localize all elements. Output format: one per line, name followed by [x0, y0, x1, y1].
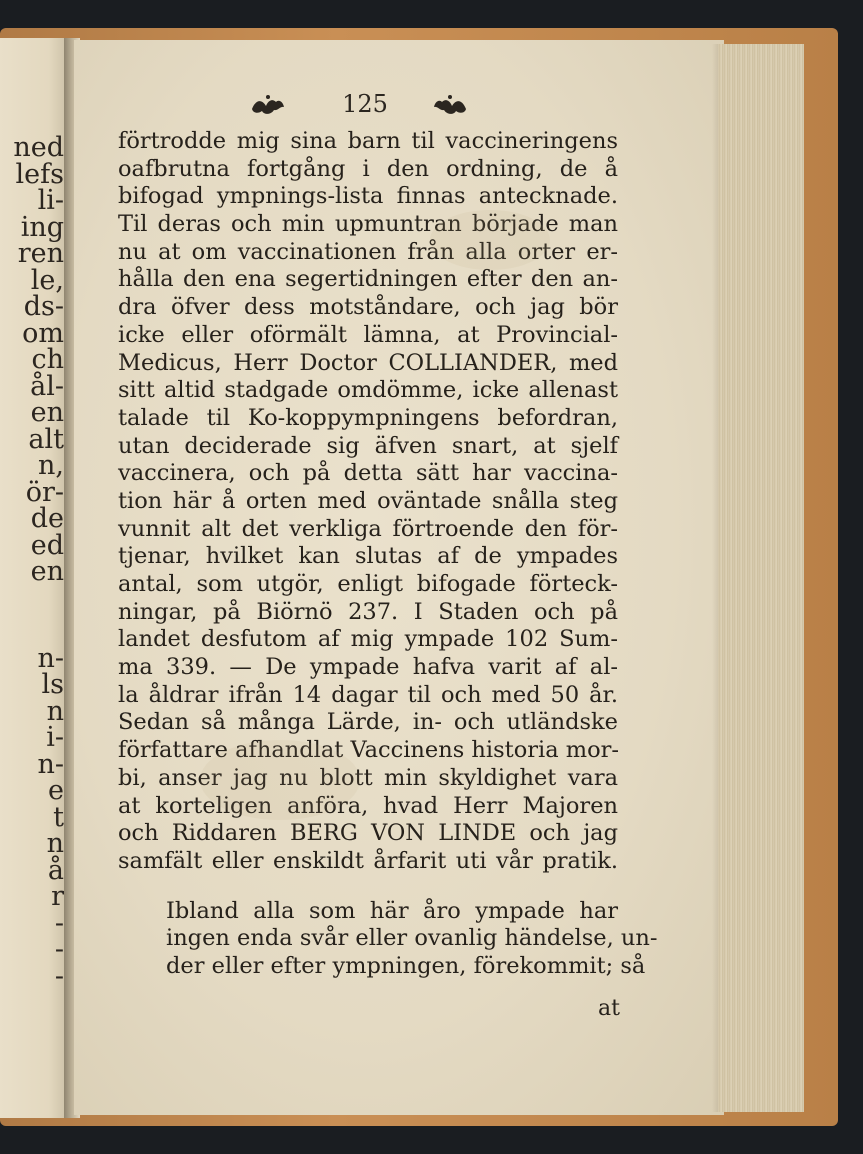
text-line: ingen enda svår eller ovanlig händelse, un- — [166, 925, 658, 952]
text-line: utan deciderade sig äfven snart, at sjelf — [118, 432, 618, 459]
left-page-fragment: - — [54, 934, 64, 965]
left-page-fragment: de — [30, 503, 64, 534]
text-line: antal, som utgör, enligt bifogade förteck- — [118, 571, 618, 597]
page-body-text — [118, 128, 658, 981]
left-page-fragment: ing — [20, 211, 64, 243]
text-line: vunnit alt det verkliga förtroende den för- — [118, 515, 618, 542]
left-page-fragment: ör- — [25, 476, 64, 508]
left-page-fragment: ds- — [23, 291, 64, 322]
left-page-fragment: t — [53, 801, 64, 833]
text-line: dra öfver dess motståndare, och jag bör — [118, 294, 618, 321]
left-page-fragment: i- — [46, 722, 64, 753]
text-line: ningar, på Biörnö 237. I Staden och på — [118, 598, 618, 625]
left-page-fragment: n- — [37, 642, 64, 674]
left-page-fragment: ls — [41, 669, 64, 700]
text-line: författare afhandlat Vaccinens historia mor- — [118, 737, 620, 764]
left-page-fragment: alt — [28, 423, 64, 455]
left-page-fragment: e — [48, 775, 64, 806]
paragraph-2 — [118, 897, 658, 981]
text-line: Sedan så många Lärde, in- och utländske — [118, 709, 618, 736]
text-line: samfält eller enskildt årfarit uti vår pratik. — [118, 847, 618, 874]
left-page-fragment: li- — [37, 185, 64, 216]
catchword: at — [598, 996, 620, 1021]
left-page-fragment: en — [30, 556, 64, 587]
left-page-fragment: om — [22, 317, 64, 349]
text-line: sitt altid stadgade omdömme, icke allenast — [118, 377, 618, 404]
left-page-fragment: - — [54, 960, 64, 992]
text-line: talade til Ko-koppympningens befordran, — [118, 404, 618, 431]
left-page-fragment: - — [54, 907, 64, 939]
text-line: oafbrutna fortgång i den ordning, de å — [118, 155, 618, 182]
left-page-fragment: n — [46, 695, 64, 727]
text-line: Til deras och min upmuntran började man — [118, 211, 618, 238]
text-line: at korteligen anföra, hvad Herr Majoren — [118, 792, 618, 819]
left-page-fragment: le, — [30, 264, 64, 296]
left-page-fragment: en — [30, 397, 64, 428]
text-line: der eller efter ympningen, förekommit; så — [166, 952, 646, 979]
text-line: vaccinera, och på detta sätt har vaccina- — [118, 460, 618, 487]
left-page-fragment: ed — [30, 529, 64, 561]
left-page-margin — [0, 38, 70, 1118]
text-line: tjenar, hvilket kan slutas af de ympades — [118, 543, 618, 570]
page-block-edges — [718, 44, 804, 1112]
ornament-left-icon — [250, 93, 286, 119]
text-line: la åldrar ifrån 14 dagar til och med 50 år. — [118, 681, 618, 708]
left-page-fragment: ren — [17, 238, 64, 269]
text-line: Ibland alla som här åro ympade har — [166, 897, 618, 924]
left-page-fragment: å — [47, 854, 64, 886]
text-line: hålla den ena segertidningen efter den an- — [118, 266, 618, 293]
text-line: ma 339. — De ympade hafva varit af al- — [118, 654, 618, 681]
left-page-fragment: n — [46, 828, 64, 859]
text-line: icke eller oförmält lämna, at Provincial- — [118, 321, 618, 348]
text-line: bi, anser jag nu blott min skyldighet vara — [118, 764, 618, 791]
text-line: förtrodde mig sina barn til vaccineringens — [118, 128, 618, 154]
page-number: 125 — [342, 90, 388, 118]
text-line: bifogad ympnings-lista finnas antecknade. — [118, 183, 618, 210]
text-line: tion här å orten med oväntade snålla steg — [118, 487, 618, 514]
ornament-right-icon — [432, 93, 468, 119]
left-page-fragment: ch — [31, 344, 64, 375]
left-page-fragment: n, — [38, 450, 64, 481]
left-page-fragment: n- — [37, 748, 64, 780]
text-line: och Riddaren BERG VON LINDE och jag — [118, 820, 618, 847]
text-line: landet desfutom af mig ympade 102 Sum- — [118, 626, 618, 653]
left-page-fragment: ål- — [30, 370, 64, 402]
paragraph-1 — [118, 128, 618, 876]
text-line: Medicus, Herr Doctor COLLIANDER, med — [118, 349, 618, 376]
left-page-fragment: lefs — [15, 158, 64, 190]
text-line: nu at om vaccinationen från alla orter er- — [118, 238, 618, 265]
left-page-fragment: ned — [13, 132, 64, 163]
left-page-fragment: r — [51, 881, 64, 912]
